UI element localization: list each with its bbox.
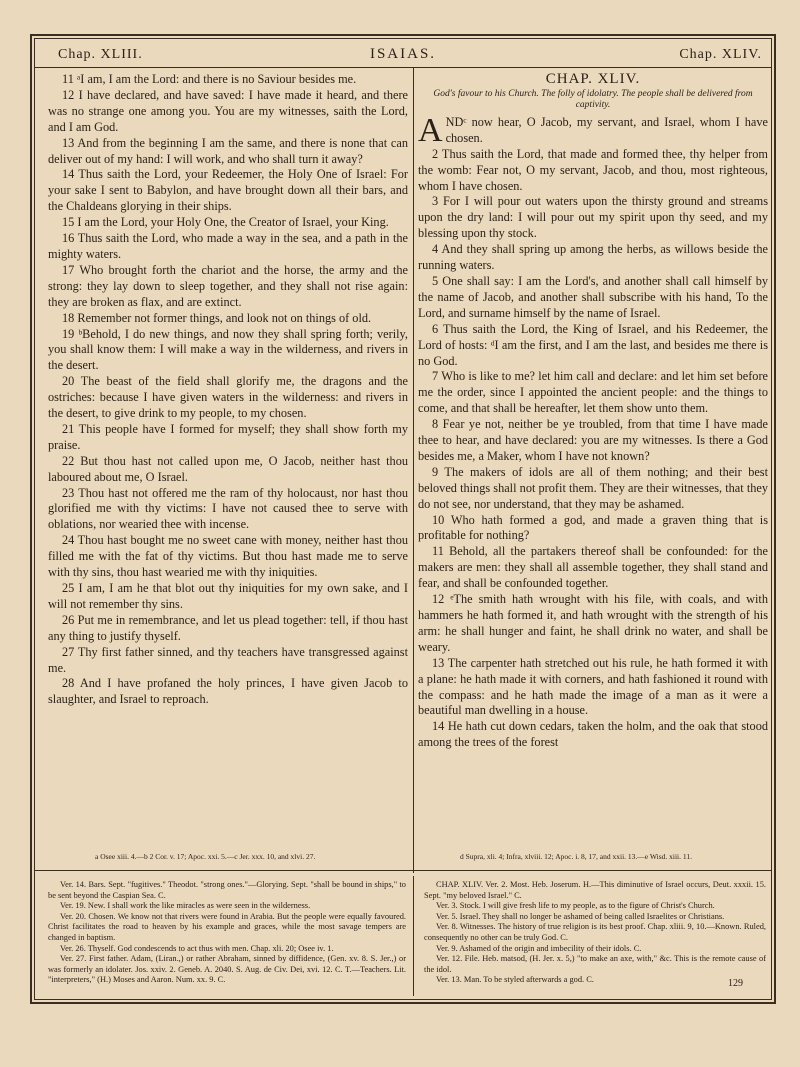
chapter-summary: God's favour to his Church. The folly of idolatry. The people shall be delivered from captivity.	[433, 88, 753, 110]
verse: 4 And they shall spring up among the herbs, as willows beside the running waters.	[418, 242, 768, 273]
commentary-note: CHAP. XLIV. Ver. 2. Most. Heb. Joserum. H.—This diminutive of Israel occurs, Deut. xxxii. 15. Sept. "my beloved Israel." C.	[424, 880, 766, 900]
commentary-note: Ver. 14. Bars. Sept. "fugitives." Theodot. "strong ones."—Glorying. Sept. "shall be bound in ships," to be sent beyond the Caspian Sea. C.	[48, 880, 406, 900]
verse: 10 Who hath formed a god, and made a graven thing that is profitable for nothing?	[418, 512, 768, 543]
first-verse-text: NDᶜ now hear, O Jacob, my servant, and Israel, whom I have chosen.	[445, 114, 768, 145]
verse: 17 Who brought forth the chariot and the horse, the army and the strong: they lay down to sleep together, and they shall not rise again: they are broken as flax, and are extinct.	[48, 262, 408, 309]
commentary-left	[48, 880, 406, 986]
drop-cap: A	[418, 111, 443, 149]
notes-divider	[413, 876, 414, 996]
notes-rule	[34, 870, 772, 871]
header-left-chapter: Chap. XLIII.	[58, 47, 143, 62]
verse: 18 Remember not former things, and look not on things of old.	[62, 310, 372, 325]
verse: 12 I have declared, and have saved: I have made it heard, and there was no strange one among you. You are my witnesses, saith the Lord, and I am God.	[48, 87, 408, 134]
verse: 28 And I have profaned the holy princes, I have given Jacob to slaughter, and Israel to reproach.	[48, 676, 408, 707]
right-text-column	[418, 72, 768, 751]
verse: 16 Thus saith the Lord, who made a way in the sea, and a path in the mighty waters.	[48, 231, 408, 261]
verse: 13 The carpenter hath stretched out his rule, he hath formed it with a plane: he hath made it with corners, and hath fashioned it round with the compass: and he hath made the image of a man as it were a beautiful man dwelling in a house.	[418, 655, 768, 718]
left-text-column	[48, 72, 408, 708]
page-number: 129	[728, 978, 743, 989]
verse: 14 Thus saith the Lord, your Redeemer, the Holy One of Israel: For your sake I sent to Babylon, and have brought down all their bars, and the Chaldeans glorying in their ships.	[48, 167, 408, 214]
verse: 14 He hath cut down cedars, taken the holm, and the oak that stood among the trees of the forest	[418, 719, 768, 750]
verse-first	[418, 111, 768, 149]
running-header	[34, 40, 772, 68]
footnote-references-right: d Supra, xli. 4; Infra, xlviii. 12; Apoc. i. 8, 17, and xxii. 13.—e Wisd. xiii. 11.	[460, 852, 692, 861]
verse: 2 Thus saith the Lord, that made and formed thee, thy helper from the womb: Fear not, O my servant, Jacob, and thou, most righteous, whom I have chosen.	[418, 146, 768, 193]
verse: 25 I am, I am he that blot out thy iniquities for my own sake, and I will not remember thy sins.	[48, 581, 408, 611]
column-divider	[413, 68, 414, 873]
commentary-note: Ver. 27. First father. Adam, (Liran.,) or rather Abraham, sinned by diffidence, (Gen. xv. 8. S. Jer.,) or was formerly an idolater. Jos. xxiv. 2. Geneb. A. 2040. S. Aug. de Civ. Dei, xvi. 12. C. T.—Teachers. Lit. "interpreters," (H.) Moses and Aaron. Num. xx. 9. C.	[48, 954, 406, 985]
chapter-title: CHAP. XLIV.	[545, 71, 641, 87]
verse: 9 The makers of idols are all of them nothing; and their best beloved things shall not profit them. They are their witnesses, that they do not see, nor understand, that they may be ashamed.	[418, 464, 768, 511]
verse: 3 For I will pour out waters upon the thirsty ground and streams upon the dry land: I will pour out my spirit upon thy seed, and my blessing upon thy stock.	[418, 194, 768, 241]
verse: 6 Thus saith the Lord, the King of Israel, and his Redeemer, the Lord of hosts: ᵈI am the first, and I am the last, and besides me there is no God.	[418, 321, 768, 368]
commentary-note: Ver. 26. Thyself. God condescends to act thus with men. Chap. xli. 20; Osee iv. 1.	[60, 943, 334, 953]
commentary-note: Ver. 8. Witnesses. The history of true religion is its best proof. Chap. xliii. 9, 10.—Known. Ruled, consequently no other can be truly God. C.	[424, 922, 766, 942]
verse: 27 Thy first father sinned, and thy teachers have transgressed against me.	[48, 644, 408, 675]
verse: 26 Put me in remembrance, and let us plead together: tell, if thou hast any thing to justify thyself.	[48, 612, 408, 643]
commentary-note: Ver. 3. Stock. I will give fresh life to my people, as to the figure of Christ's Church.	[436, 901, 715, 911]
verse: 11 Behold, all the partakers thereof shall be confounded: for the makers are men: they shall all assemble together, they shall stand and fear, and shall be confounded together.	[418, 544, 768, 591]
verse: 24 Thou hast bought me no sweet cane with money, neither hast thou filled me with the fat of thy victims. But thou hast made me to serve with thy sins, thou hast wearied me with thy iniquities.	[48, 533, 408, 580]
footnote-references-left: a Osee xiii. 4.—b 2 Cor. v. 17; Apoc. xxi. 5.—c Jer. xxx. 10, and xlvi. 27.	[95, 852, 316, 861]
verse: 7 Who is like to me? let him call and declare: and let him set before me the order, since I appointed the ancient people: and the things to come, and that shall be hereafter, let them show unto them.	[418, 369, 768, 416]
verse: 20 The beast of the field shall glorify me, the dragons and the ostriches: because I have given waters in the wilderness: and rivers in the desert, to give drink to my people, to my chosen.	[48, 374, 408, 421]
commentary-right	[424, 880, 766, 986]
verse: 23 Thou hast not offered me the ram of thy holocaust, nor hast thou glorified me with thy victims: I have not caused thee to serve with oblations, nor wearied thee with incense.	[48, 485, 408, 532]
commentary-note: Ver. 9. Ashamed of the origin and imbecility of their idols. C.	[436, 943, 642, 953]
verse: 19 ᵇBehold, I do new things, and now they shall spring forth; verily, you shall know them: I will make a way in the wilderness, and rivers in the desert.	[48, 326, 408, 373]
verse: 11 ᵃI am, I am the Lord: and there is no Saviour besides me.	[62, 72, 357, 86]
verse: 13 And from the beginning I am the same, and there is none that can deliver out of my hand: I will work, and who shall turn it away?	[48, 135, 408, 166]
header-book-title: ISAIAS.	[369, 46, 437, 62]
commentary-note: Ver. 20. Chosen. We know not that rivers were found in Arabia. But the people were equally favoured. Christ facilitates the road to heaven by his example and graces, while the most savage tempers are changed in baptism.	[48, 911, 406, 942]
verse: 15 I am the Lord, your Holy One, the Creator of Israel, your King.	[62, 215, 389, 230]
verse: 22 But thou hast not called upon me, O Jacob, neither hast thou laboured about me, O Israel.	[48, 453, 408, 484]
verse: 5 One shall say: I am the Lord's, and another shall call himself by the name of Jacob, and another shall subscribe with his hand, To the Lord, and surname himself by the name of Israel.	[418, 273, 768, 320]
commentary-note: Ver. 13. Man. To be styled afterwards a god. C.	[436, 975, 594, 985]
verse: 21 This people have I formed for myself; they shall show forth my praise.	[48, 421, 408, 452]
verse: 12 ᵉThe smith hath wrought with his file, with coals, and with hammers he hath formed it, and hath wrought with the strength of his arm: he shall hunger and faint, he shall drink no water, and shall be weary.	[418, 592, 768, 654]
commentary-note: Ver. 12. File. Heb. matsod, (H. Jer. x. 5,) "to make an axe, with," &c. This is the remote cause of the idol.	[424, 954, 766, 974]
header-right-chapter: Chap. XLIV.	[679, 47, 762, 62]
commentary-note: Ver. 19. New. I shall work the like miracles as were seen in the wilderness.	[60, 901, 311, 911]
verse: 8 Fear ye not, neither be ye troubled, from that time I have made thee to hear, and have declared: you are my witnesses. Is there a God besides me, a Maker, whom I have not known?	[418, 417, 768, 463]
commentary-note: Ver. 5. Israel. They shall no longer be ashamed of being called Israelites or Christians.	[436, 911, 725, 921]
